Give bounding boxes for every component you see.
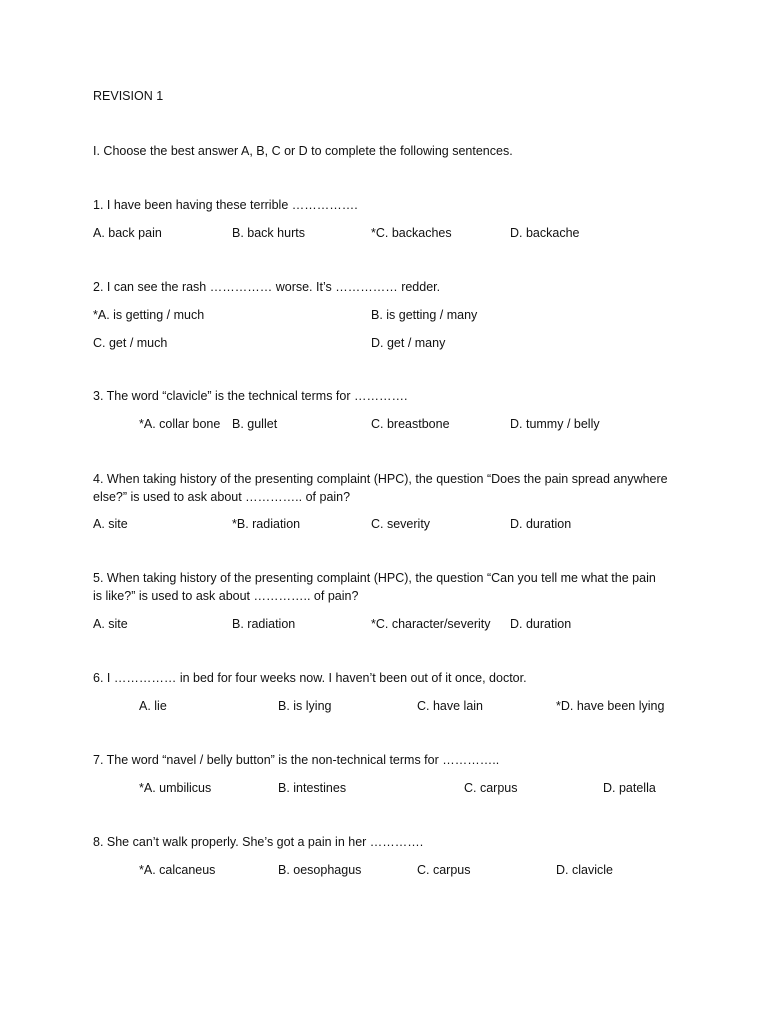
question-7-text: 7. The word “navel / belly button” is the non-technical terms for ………….. — [93, 753, 500, 767]
q4-option-a: A. site — [93, 517, 128, 531]
q6-option-b: B. is lying — [278, 699, 332, 713]
question-3-text: 3. The word “clavicle” is the technical terms for …………. — [93, 389, 408, 403]
q2-option-d: D. get / many — [371, 336, 446, 350]
q3-option-d: D. tummy / belly — [510, 417, 600, 431]
q8-option-c: C. carpus — [417, 863, 471, 877]
q7-option-b: B. intestines — [278, 781, 347, 795]
q1-option-b: B. back hurts — [232, 226, 305, 240]
q4-option-c: C. severity — [371, 517, 431, 531]
q3-option-b: B. gullet — [232, 417, 278, 431]
question-2-text: 2. I can see the rash …………… worse. It’s …………… redder. — [93, 280, 441, 294]
q6-option-a: A. lie — [139, 699, 167, 713]
q8-option-a: *A. calcaneus — [139, 863, 216, 877]
q7-option-a: *A. umbilicus — [139, 781, 212, 795]
q1-option-a: A. back pain — [93, 226, 162, 240]
q7-option-d: D. patella — [603, 781, 656, 795]
q1-option-d: D. backache — [510, 226, 580, 240]
question-1-text: 1. I have been having these terrible ……………. — [93, 198, 358, 212]
q8-option-d: D. clavicle — [556, 863, 613, 877]
page-title: REVISION 1 — [93, 89, 164, 103]
question-6-text: 6. I …………… in bed for four weeks now. I haven’t been out of it once, doctor. — [93, 671, 527, 685]
q7-option-c: C. carpus — [464, 781, 518, 795]
question-8-text: 8. She can’t walk properly. She’s got a pain in her …………. — [93, 835, 424, 849]
instruction: I. Choose the best answer A, B, C or D to complete the following sentences. — [93, 144, 513, 158]
q5-option-b: B. radiation — [232, 617, 296, 631]
q2-option-b: B. is getting / many — [371, 308, 478, 322]
q6-option-d: *D. have been lying — [556, 699, 665, 713]
q4-option-b: *B. radiation — [232, 517, 301, 531]
q4-option-d: D. duration — [510, 517, 572, 531]
q5-option-c: *C. character/severity — [371, 617, 491, 631]
q2-option-c: C. get / much — [93, 336, 168, 350]
q3-option-a: *A. collar bone — [139, 417, 221, 431]
question-5-text: 5. When taking history of the presenting complaint (HPC), the question “Can you tell me what the pain is like?” is used to ask about ………….. of pain? — [93, 571, 656, 603]
q2-option-a: *A. is getting / much — [93, 308, 205, 322]
question-4-text: 4. When taking history of the presenting complaint (HPC), the question “Does the pain spread anywhere else?” is used to ask about ………….. of pain? — [93, 472, 668, 504]
q5-option-a: A. site — [93, 617, 128, 631]
q6-option-c: C. have lain — [417, 699, 484, 713]
q8-option-b: B. oesophagus — [278, 863, 362, 877]
q5-option-d: D. duration — [510, 617, 572, 631]
q3-option-c: C. breastbone — [371, 417, 450, 431]
q1-option-c: *C. backaches — [371, 226, 452, 240]
